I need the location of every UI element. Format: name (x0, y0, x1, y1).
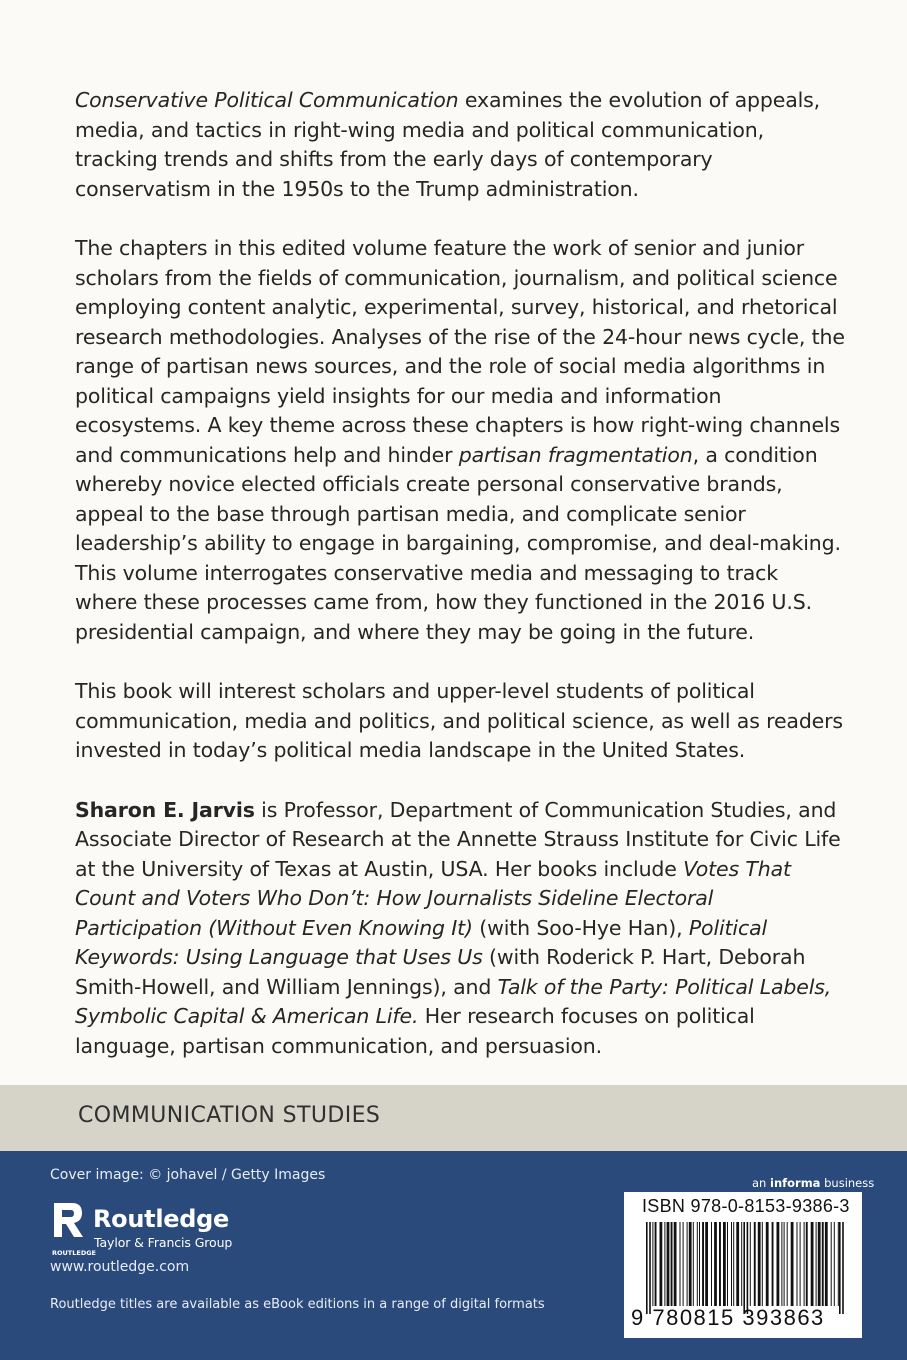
barcode-bar (711, 1222, 712, 1306)
routledge-logo-icon (50, 1201, 96, 1257)
barcode-bar (693, 1222, 694, 1306)
barcode-bar (762, 1222, 763, 1306)
informa-tagline (752, 1176, 874, 1190)
bio-text-4: Her research focuses on political language, partisan communication, and persuasion. (75, 1004, 755, 1058)
barcode-bar (804, 1222, 805, 1306)
barcode-bar (646, 1222, 648, 1314)
barcode-bar (733, 1222, 734, 1306)
bio-book-3: Talk of the Party: Political Labels, Symbolic Capital & American Life. (75, 974, 832, 1028)
informa-prefix: an (752, 1176, 770, 1190)
informa-suffix: business (820, 1176, 875, 1190)
barcode-bar (791, 1222, 794, 1306)
barcode-bar (834, 1222, 835, 1306)
barcode-bar (671, 1222, 673, 1306)
barcode-bar (683, 1222, 684, 1306)
barcode-bar (714, 1222, 717, 1306)
barcode-bar (766, 1222, 769, 1306)
barcode-bar (777, 1222, 780, 1306)
publisher-group: Taylor & Francis Group (94, 1235, 233, 1250)
logo-vertical-text: ROUTLEDGE (52, 1249, 96, 1257)
blurb-paragraph-2-text-b: , a condition whereby novice elected officials create personal conservative brands, appeal to the base through partisan media, and complicate senior leadership’s ability to engage in bargaining, compromise, and deal-making. This volume interrogates conservative media and messaging to track where these processes came from, how they functioned in the 2016 U.S. presidential campaign, and where they may be going in the future. (75, 442, 841, 644)
blurb-paragraph-2-italic: partisan fragmentation (458, 442, 693, 467)
barcode-bar (822, 1222, 824, 1306)
barcode-bar (723, 1222, 726, 1306)
blurb-paragraph-3: This book will interest scholars and upper-level students of political communication, media and politics, and political science, as well as readers invested in today’s political media landscape in the United States. (75, 679, 843, 762)
bio-text-2: (with Soo-Hye Han), (472, 915, 689, 940)
barcode-bar (839, 1222, 841, 1314)
cover-credit: Cover image: © johavel / Getty Images (50, 1167, 326, 1183)
bio-text-1: is Professor, Department of Communication Studies, and Associate Director of Research at the Annette Strauss Institute for Civic Life at the University of Texas at Austin, USA. Her books include (75, 797, 841, 881)
isbn-number: ISBN 978-0-8153-9386-3 (642, 1196, 850, 1216)
barcode-bar (689, 1222, 692, 1306)
publisher-website[interactable]: www.routledge.com (50, 1259, 190, 1275)
barcode-bar (719, 1222, 721, 1306)
barcode-bar (831, 1222, 832, 1306)
barcode-bar (818, 1222, 821, 1306)
routledge-logo (50, 1201, 280, 1261)
barcode-bar (758, 1222, 761, 1306)
subject-band (0, 1085, 907, 1151)
informa-brand: informa (770, 1176, 821, 1190)
barcode-bar (736, 1222, 739, 1306)
blurb-paragraph-2 (75, 234, 845, 647)
barcode-bar (838, 1222, 839, 1306)
barcode-bar (787, 1222, 788, 1306)
ebook-note: Routledge titles are available as eBook editions in a range of digital formats (50, 1297, 545, 1312)
barcode-bar (702, 1222, 704, 1306)
blurb-paragraph-1-text: examines the evolution of appeals, media, and tactics in right-wing media and political communication, tracking trends and shifts from the early days of contemporary conservatism in the 1950s to the Trump administration. (75, 88, 821, 201)
barcode-bar (705, 1222, 708, 1306)
barcode-bar (784, 1222, 785, 1306)
barcode-bar (772, 1222, 774, 1306)
barcode-bar (680, 1222, 681, 1306)
barcode-bar (816, 1222, 817, 1306)
barcode-bar (664, 1222, 665, 1306)
barcode-bar (825, 1222, 828, 1306)
barcode-bar (797, 1222, 798, 1306)
barcode-bar (699, 1222, 700, 1306)
back-cover-text (75, 86, 845, 1091)
author-name: Sharon E. Jarvis (75, 797, 255, 822)
barcode-bar (741, 1222, 742, 1306)
isbn-barcode (624, 1192, 862, 1338)
barcode-bar (747, 1222, 749, 1314)
barcode-bar (667, 1222, 670, 1306)
barcode-bar (781, 1222, 782, 1306)
barcode-bar (731, 1222, 732, 1306)
book-title: Conservative Political Communication (75, 88, 459, 112)
barcode-bar (842, 1222, 844, 1314)
barcode-bar (674, 1222, 677, 1306)
barcode-bar (660, 1222, 663, 1306)
barcode-bar (697, 1222, 698, 1306)
barcode-bar (649, 1222, 651, 1314)
barcode-bar (727, 1222, 728, 1306)
barcode-bar (750, 1222, 751, 1306)
bio-book-1: Votes That Count and Voters Who Don’t: How Journalists Sideline Electoral Participation (Without Even Knowing It) (75, 856, 791, 940)
blurb-paragraph-1 (75, 86, 845, 204)
barcode-bar (652, 1222, 653, 1306)
bio-book-2: Political Keywords: Using Language that Uses Us (75, 915, 768, 969)
barcode-bar (754, 1222, 756, 1306)
publisher-name: Routledge (93, 1205, 229, 1233)
barcode-bar (687, 1222, 688, 1306)
barcode-bar (811, 1222, 814, 1306)
blurb-paragraph-2-text-a: The chapters in this edited volume feature the work of senior and junior scholars from the fields of communication, journalism, and political science employing content analytic, experimental, survey, historical, and rhetorical research methodologies. Analyses of the rise of the 24-hour news cycle, the range of partisan news sources, and the role of social media algorithms in political campaigns yield insights for our media and information ecosystems. A key theme across these chapters is how right-wing channels and communications help and hinder (75, 236, 845, 467)
barcode-bar (806, 1222, 808, 1306)
author-bio (75, 796, 845, 1062)
barcode-bar (800, 1222, 801, 1306)
barcode-digits: 9 780815 393863 (631, 1305, 825, 1330)
barcode-bar (743, 1222, 745, 1314)
bio-text-3: (with Roderick P. Hart, Deborah Smith-Howell, and William Jennings), and (75, 945, 806, 999)
barcode-bar (655, 1222, 657, 1306)
subject-label: COMMUNICATION STUDIES (78, 1103, 381, 1128)
